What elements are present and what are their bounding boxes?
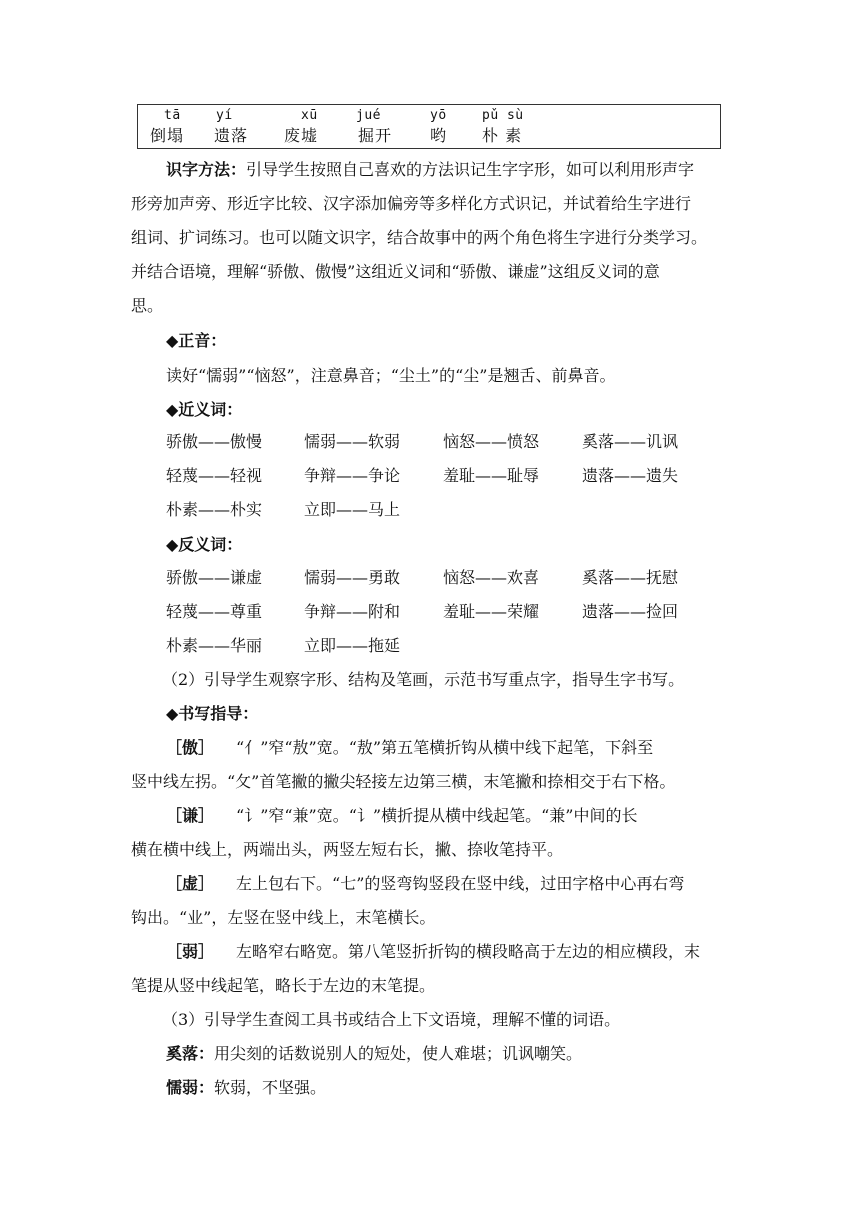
antonym-pair: 朴素——华丽 bbox=[166, 636, 263, 655]
method-label: 识字方法： bbox=[166, 160, 247, 179]
pinyin-text: tā bbox=[164, 108, 181, 123]
synonym-pair: 争辩——争论 bbox=[304, 466, 401, 485]
pinyin-text: xū bbox=[301, 108, 318, 123]
antonyms-heading: ◆反义词： bbox=[166, 535, 243, 554]
pinyin-text: yí bbox=[216, 108, 233, 123]
writing-item-qian bbox=[166, 806, 637, 826]
synonym-pair: 羞耻——耻辱 bbox=[443, 466, 540, 485]
hanzi-text: 遗落 bbox=[214, 126, 249, 145]
writing-char: ［弱］ bbox=[166, 942, 215, 961]
antonym-pair: 奚落——抚慰 bbox=[582, 568, 679, 587]
antonym-pair: 立即——拖延 bbox=[304, 636, 401, 655]
hanzi-text: 哟 bbox=[430, 126, 448, 145]
pinyin-text: pǔ sù bbox=[482, 108, 524, 123]
writing-text: 钩出。“业”，左竖在竖中线上，末笔横长。 bbox=[131, 908, 436, 927]
writing-char: ［虚］ bbox=[166, 874, 215, 893]
synonym-pair: 懦弱——软弱 bbox=[304, 432, 401, 451]
glossary-def: 软弱，不坚强。 bbox=[214, 1078, 327, 1097]
synonym-pair: 恼怒——愤怒 bbox=[443, 432, 540, 451]
pronunciation-heading: ◆正音： bbox=[166, 331, 227, 350]
hanzi-text: 掘开 bbox=[358, 126, 393, 145]
writing-heading: ◆书写指导： bbox=[166, 704, 259, 723]
method-line: 思。 bbox=[131, 296, 164, 315]
pinyin-table bbox=[137, 104, 721, 149]
hanzi-text: 倒塌 bbox=[150, 126, 185, 145]
writing-text: 左上包右下。“七”的竖弯钩竖段在竖中线，过田字格中心再右弯 bbox=[236, 874, 685, 893]
synonyms-heading: ◆近义词： bbox=[166, 400, 243, 419]
step-3-text: （3）引导学生查阅工具书或结合上下文语境，理解不懂的词语。 bbox=[162, 1010, 621, 1029]
hanzi-text: 朴 素 bbox=[482, 126, 523, 145]
synonym-pair: 朴素——朴实 bbox=[166, 500, 263, 519]
pinyin-text: jué bbox=[356, 108, 381, 123]
writing-text: “讠”窄“兼”宽。“讠”横折提从横中线起笔。“兼”中间的长 bbox=[236, 806, 638, 825]
writing-item-xu bbox=[166, 874, 684, 894]
method-text: 引导学生按照自己喜欢的方法识记生字字形，如可以利用形声字 bbox=[246, 160, 695, 179]
method-line: 组词、扩词练习。也可以随文识字，结合故事中的两个角色将生字进行分类学习。 bbox=[131, 228, 708, 247]
writing-char: ［傲］ bbox=[166, 738, 215, 757]
writing-item-ao bbox=[166, 738, 653, 758]
antonym-pair: 羞耻——荣耀 bbox=[443, 602, 540, 621]
antonym-pair: 遗落——捡回 bbox=[582, 602, 679, 621]
writing-item-ruo bbox=[166, 942, 700, 962]
writing-text: 横在横中线上，两端出头，两竖左短右长，撇、捺收笔持平。 bbox=[131, 840, 564, 859]
synonym-pair: 立即——马上 bbox=[304, 500, 401, 519]
pronunciation-text: 读好“懦弱”“恼怒”，注意鼻音；“尘土”的“尘”是翘舌、前鼻音。 bbox=[166, 366, 616, 385]
antonym-pair: 懦弱——勇敢 bbox=[304, 568, 401, 587]
antonym-pair: 争辩——附和 bbox=[304, 602, 401, 621]
glossary-item bbox=[166, 1078, 326, 1098]
writing-text: 左略窄右略宽。第八笔竖折折钩的横段略高于左边的相应横段，末 bbox=[236, 942, 701, 961]
antonym-pair: 恼怒——欢喜 bbox=[443, 568, 540, 587]
synonym-pair: 轻蔑——轻视 bbox=[166, 466, 263, 485]
step-2-text: （2）引导学生观察字形、结构及笔画，示范书写重点字，指导生字书写。 bbox=[162, 670, 685, 689]
method-line bbox=[166, 160, 694, 180]
glossary-def: 用尖刻的话数说别人的短处，使人难堪；讥讽嘲笑。 bbox=[214, 1044, 583, 1063]
method-line: 形旁加声旁、形近字比较、汉字添加偏旁等多样化方式识记，并试着给生字进行 bbox=[131, 194, 692, 213]
glossary-item bbox=[166, 1044, 582, 1064]
writing-char: ［谦］ bbox=[166, 806, 215, 825]
pinyin-text: yō bbox=[430, 108, 447, 123]
writing-text: 竖中线左拐。“攵”首笔撇的撇尖轻接左边第三横，末笔撇和捺相交于右下格。 bbox=[131, 772, 676, 791]
synonym-pair: 遗落——遗失 bbox=[582, 466, 679, 485]
glossary-term: 奚落： bbox=[166, 1044, 215, 1063]
antonym-pair: 骄傲——谦虚 bbox=[166, 568, 263, 587]
synonym-pair: 奚落——讥讽 bbox=[582, 432, 679, 451]
writing-text: “亻”窄“敖”宽。“敖”第五笔横折钩从横中线下起笔，下斜至 bbox=[236, 738, 654, 757]
method-line: 并结合语境，理解“骄傲、傲慢”这组近义词和“骄傲、谦虚”这组反义词的意 bbox=[131, 262, 660, 281]
writing-text: 笔提从竖中线起笔，略长于左边的末笔提。 bbox=[131, 976, 436, 995]
synonym-pair: 骄傲——傲慢 bbox=[166, 432, 263, 451]
antonym-pair: 轻蔑——尊重 bbox=[166, 602, 263, 621]
glossary-term: 懦弱： bbox=[166, 1078, 215, 1097]
hanzi-text: 废墟 bbox=[284, 126, 319, 145]
